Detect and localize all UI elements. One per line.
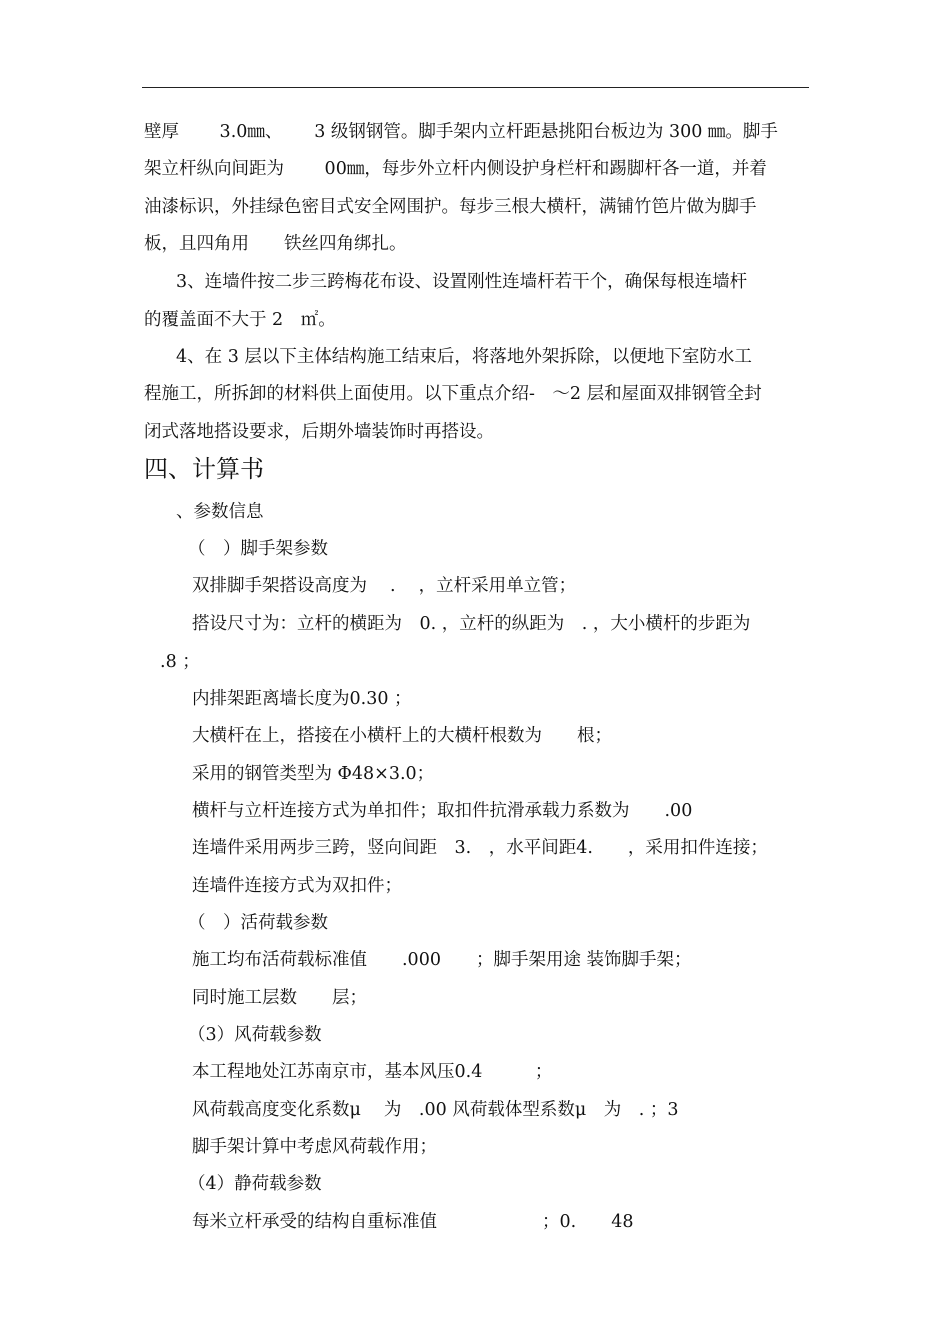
- param-line: 连墙件采用两步三跨，竖向间距 3. ，水平间距4. ，采用扣件连接；: [192, 838, 768, 858]
- param-line: 搭设尺寸为：立杆的横距为 0. ，立杆的纵距为 . ，大小横杆的步距为: [192, 614, 751, 634]
- paragraph-line: 的覆盖面不大于 2 ㎡。: [144, 310, 336, 330]
- subsection-title: （4）静荷载参数: [188, 1174, 322, 1194]
- paragraph-line: 4、在 3 层以下主体结构施工结束后，将落地外架拆除，以便地下室防水工: [176, 347, 752, 367]
- paragraph-line: 闭式落地搭设要求，后期外墙装饰时再搭设。: [144, 422, 494, 442]
- param-line: 施工均布活荷载标准值 .000 ；脚手架用途 装饰脚手架；: [192, 950, 692, 970]
- subsection-title: （3）风荷载参数: [188, 1025, 322, 1045]
- paragraph-line: 3、连墙件按二步三跨梅花布设、设置刚性连墙杆若干个，确保每根连墙杆: [176, 272, 748, 292]
- param-line: 大横杆在上，搭接在小横杆上的大横杆根数为 根；: [192, 726, 612, 746]
- param-line: 内排架距离墙长度为0.30 ；: [192, 689, 412, 709]
- subsection-title: （ ）活荷载参数: [188, 913, 328, 933]
- paragraph-line: 壁厚 3.0㎜、 3 级钢钢管。脚手架内立杆距悬挑阳台板边为 300 ㎜。脚手: [144, 122, 778, 142]
- param-line: 双排脚手架搭设高度为 . ，立杆采用单立管；: [192, 576, 577, 596]
- param-line: .8 ；: [160, 652, 200, 672]
- section-heading: 四、计算书: [144, 455, 264, 483]
- paragraph-line: 架立杆纵向间距为 00㎜，每步外立杆内侧设护身栏杆和踢脚杆各一道，并着: [144, 159, 767, 179]
- subsection-title: （ ）脚手架参数: [188, 539, 328, 559]
- param-line: 每米立杆承受的结构自重标准值 ；0. 48: [192, 1212, 634, 1232]
- paragraph-line: 程施工，所拆卸的材料供上面使用。以下重点介绍- ～2 层和屋面双排钢管全封: [144, 384, 762, 404]
- param-line: 风荷载高度变化系数μ 为 .00 风荷载体型系数μ 为 . ；3: [192, 1100, 679, 1120]
- param-line: 连墙件连接方式为双扣件；: [192, 876, 402, 896]
- param-line: 横杆与立杆连接方式为单扣件；取扣件抗滑承载力系数为 .00: [192, 801, 693, 821]
- param-line: 采用的钢管类型为 Φ48×3.0；: [192, 764, 435, 784]
- param-line: 同时施工层数 层；: [192, 988, 367, 1008]
- paragraph-line: 油漆标识，外挂绿色密目式安全网围护。每步三根大横杆，满铺竹笆片做为脚手: [144, 197, 757, 217]
- param-line: 脚手架计算中考虑风荷载作用；: [192, 1137, 437, 1157]
- paragraph-line: 板，且四角用 铁丝四角绑扎。: [144, 234, 407, 254]
- subsection-title: 、参数信息: [176, 502, 264, 522]
- param-line: 本工程地处江苏南京市，基本风压0.4 ；: [192, 1062, 553, 1082]
- header-rule: [142, 87, 809, 88]
